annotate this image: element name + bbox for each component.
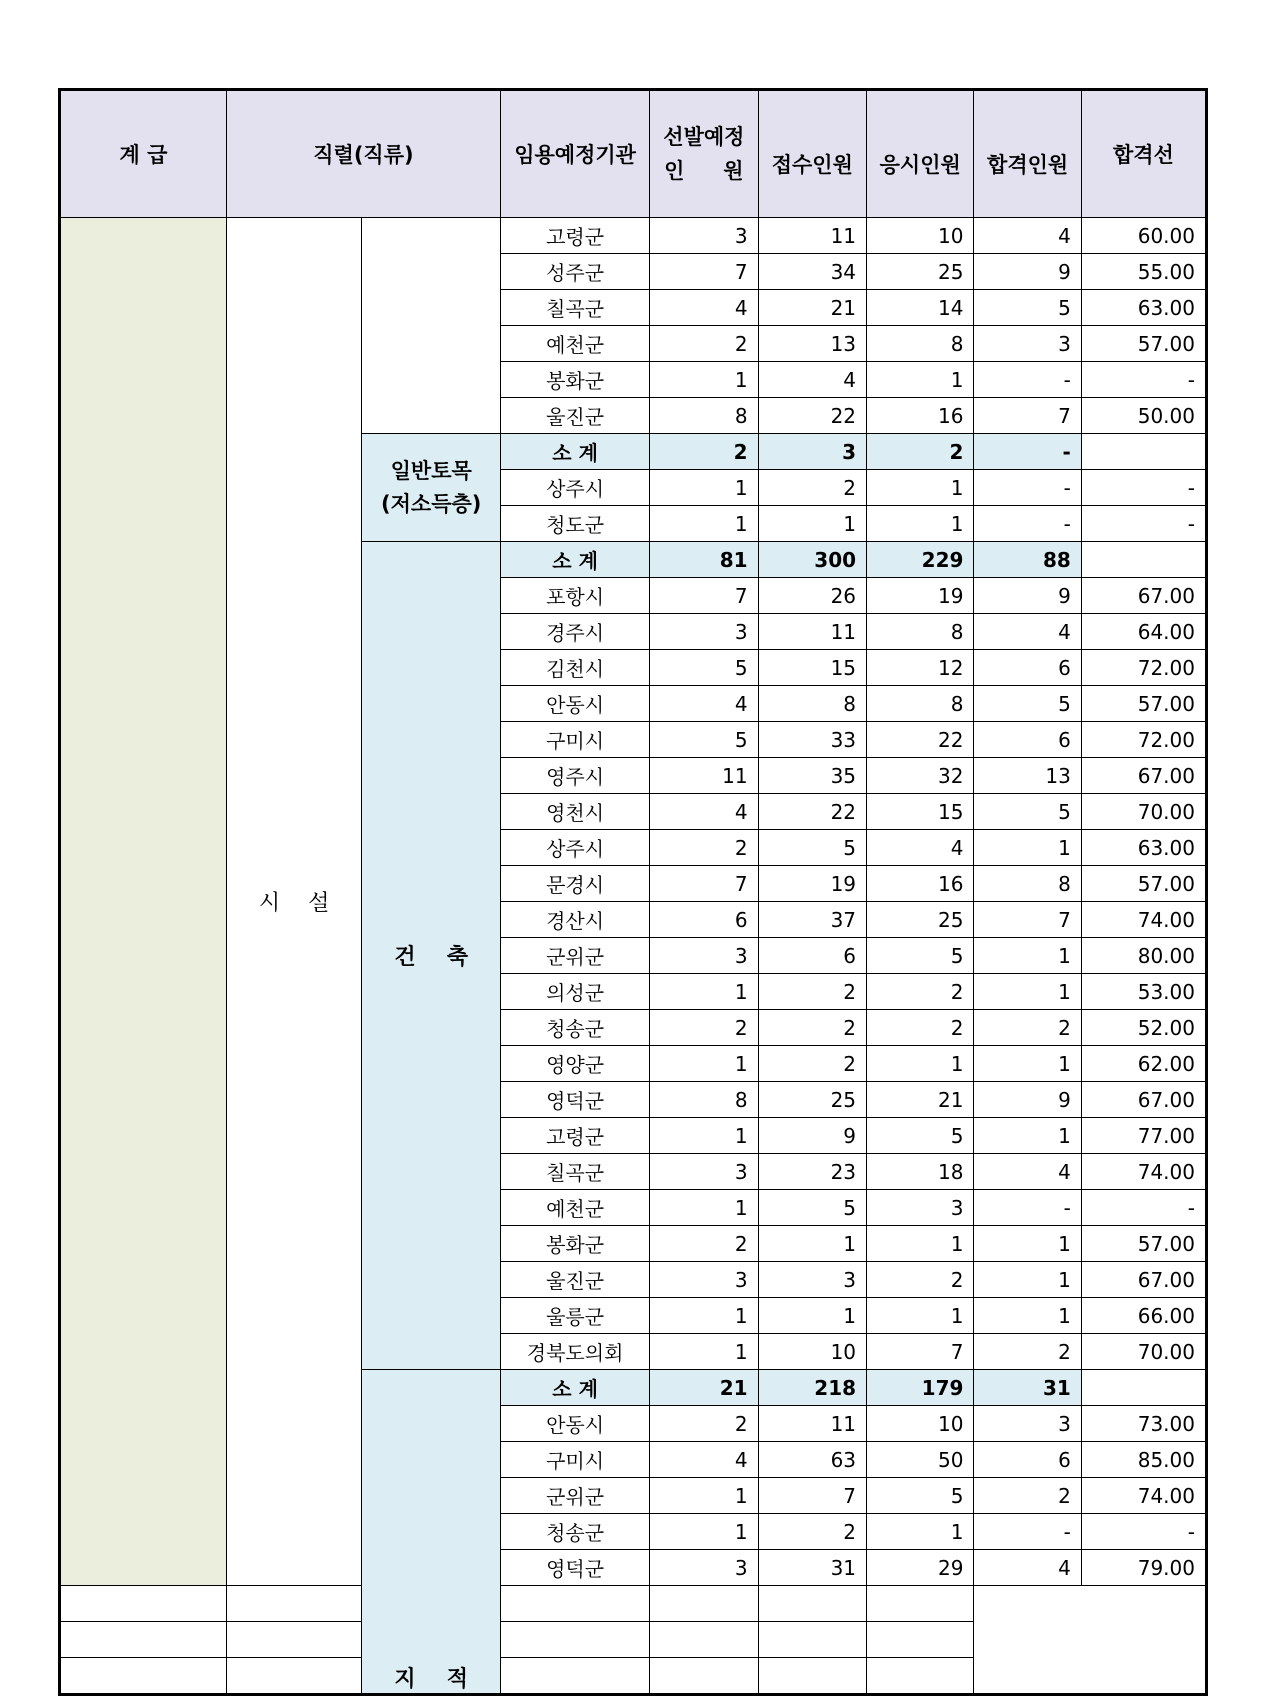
cutoff-cell: 53.00 — [1081, 974, 1206, 1010]
examined-cell: 8 — [867, 326, 974, 362]
planned-cell: 3 — [650, 938, 758, 974]
planned-cell: 8 — [650, 398, 758, 434]
planned-cell: 4 — [650, 686, 758, 722]
cutoff-cell: 57.00 — [1081, 686, 1206, 722]
cutoff-cell: 66.00 — [1081, 1298, 1206, 1334]
agency-cell: 문경시 — [501, 866, 650, 902]
passed-cell: 9 — [974, 254, 1081, 290]
examined-cell: 10 — [867, 218, 974, 254]
planned-cell: 1 — [650, 974, 758, 1010]
examined-cell: 16 — [867, 866, 974, 902]
examined-cell: 2 — [867, 1010, 974, 1046]
series-cell — [226, 218, 362, 1586]
overflow-cell — [60, 1658, 227, 1695]
agency-cell: 청송군 — [501, 1010, 650, 1046]
job-group-cadastral-b: 적 — [446, 1667, 469, 1692]
subtotal-planned: 81 — [650, 542, 758, 578]
cutoff-cell: - — [1081, 1190, 1206, 1226]
applied-cell: 6 — [758, 938, 866, 974]
header-row — [60, 90, 1207, 218]
examined-cell: 8 — [867, 614, 974, 650]
planned-cell: 1 — [650, 470, 758, 506]
cutoff-cell: 73.00 — [1081, 1406, 1206, 1442]
applied-cell: 7 — [758, 1478, 866, 1514]
examined-cell: 32 — [867, 758, 974, 794]
cutoff-cell: 57.00 — [1081, 326, 1206, 362]
header-grade: 계 급 — [60, 90, 227, 218]
header-planned-line1: 선발예정 — [663, 125, 745, 149]
applied-cell: 1 — [758, 1226, 866, 1262]
applied-cell: 35 — [758, 758, 866, 794]
table-body — [60, 218, 1207, 1695]
passed-cell: 1 — [974, 1118, 1081, 1154]
passed-cell: 4 — [974, 1154, 1081, 1190]
agency-cell: 영주시 — [501, 758, 650, 794]
agency-cell: 상주시 — [501, 830, 650, 866]
planned-cell: 5 — [650, 650, 758, 686]
overflow-cell — [650, 1586, 758, 1622]
applied-cell: 25 — [758, 1082, 866, 1118]
planned-cell: 7 — [650, 578, 758, 614]
applied-cell: 34 — [758, 254, 866, 290]
agency-cell: 예천군 — [501, 1190, 650, 1226]
planned-cell: 2 — [650, 1406, 758, 1442]
applied-cell: 11 — [758, 614, 866, 650]
applied-cell: 63 — [758, 1442, 866, 1478]
overflow-row — [60, 1622, 1207, 1658]
planned-cell: 1 — [650, 506, 758, 542]
overflow-row — [60, 1586, 1207, 1622]
cutoff-cell: 67.00 — [1081, 1262, 1206, 1298]
agency-cell: 봉화군 — [501, 1226, 650, 1262]
applied-cell: 10 — [758, 1334, 866, 1370]
cutoff-cell: 79.00 — [1081, 1550, 1206, 1586]
examined-cell: 14 — [867, 290, 974, 326]
passed-cell: 7 — [974, 902, 1081, 938]
header-job-series: 직렬(직류) — [226, 90, 500, 218]
overflow-cell — [226, 1658, 362, 1695]
applied-cell: 22 — [758, 794, 866, 830]
cutoff-cell: - — [1081, 506, 1206, 542]
cutoff-cell: 57.00 — [1081, 866, 1206, 902]
overflow-cell — [758, 1658, 866, 1695]
planned-cell: 3 — [650, 614, 758, 650]
applied-cell: 11 — [758, 1406, 866, 1442]
agency-cell: 청도군 — [501, 506, 650, 542]
series-label — [237, 886, 352, 917]
passed-cell: 1 — [974, 974, 1081, 1010]
examined-cell: 1 — [867, 1298, 974, 1334]
agency-cell: 봉화군 — [501, 362, 650, 398]
agency-cell: 의성군 — [501, 974, 650, 1010]
passed-cell: 1 — [974, 938, 1081, 974]
applied-cell: 5 — [758, 830, 866, 866]
passed-cell: - — [974, 362, 1081, 398]
header-cutoff: 합격선 — [1081, 90, 1206, 218]
passed-cell: 1 — [974, 1298, 1081, 1334]
examined-cell: 1 — [867, 1514, 974, 1550]
cutoff-cell: 77.00 — [1081, 1118, 1206, 1154]
passed-cell: 4 — [974, 614, 1081, 650]
planned-cell: 2 — [650, 830, 758, 866]
examined-cell: 50 — [867, 1442, 974, 1478]
cutoff-cell: 72.00 — [1081, 650, 1206, 686]
subtotal-planned: 2 — [650, 434, 758, 470]
job-group-architecture-label — [372, 940, 490, 971]
planned-cell: 8 — [650, 1082, 758, 1118]
overflow-cell — [60, 1586, 227, 1622]
passed-cell: - — [974, 1514, 1081, 1550]
planned-cell: 3 — [650, 1550, 758, 1586]
applied-cell: 21 — [758, 290, 866, 326]
overflow-row — [60, 1658, 1207, 1695]
passed-cell: - — [974, 506, 1081, 542]
cutoff-cell: 67.00 — [1081, 758, 1206, 794]
cutoff-cell: 63.00 — [1081, 290, 1206, 326]
agency-cell: 안동시 — [501, 1406, 650, 1442]
planned-cell: 4 — [650, 290, 758, 326]
passed-cell: 9 — [974, 578, 1081, 614]
examined-cell: 25 — [867, 254, 974, 290]
cutoff-cell: 70.00 — [1081, 1334, 1206, 1370]
subtotal-applied: 300 — [758, 542, 866, 578]
agency-cell: 경산시 — [501, 902, 650, 938]
examined-cell: 29 — [867, 1550, 974, 1586]
overflow-cell — [501, 1586, 650, 1622]
planned-cell: 7 — [650, 866, 758, 902]
examined-cell: 7 — [867, 1334, 974, 1370]
cutoff-cell: 74.00 — [1081, 1154, 1206, 1190]
passed-cell: - — [974, 1190, 1081, 1226]
applied-cell: 8 — [758, 686, 866, 722]
subtotal-examined: 179 — [867, 1370, 974, 1406]
agency-cell: 청송군 — [501, 1514, 650, 1550]
examined-cell: 3 — [867, 1190, 974, 1226]
passed-cell: 2 — [974, 1010, 1081, 1046]
passed-cell: 7 — [974, 398, 1081, 434]
cutoff-cell: - — [1081, 1514, 1206, 1550]
applied-cell: 13 — [758, 326, 866, 362]
examined-cell: 12 — [867, 650, 974, 686]
overflow-cell — [650, 1658, 758, 1695]
subtotal-label: 소 계 — [501, 1370, 650, 1406]
applied-cell: 9 — [758, 1118, 866, 1154]
cutoff-cell: 55.00 — [1081, 254, 1206, 290]
applied-cell: 26 — [758, 578, 866, 614]
subtotal-label: 소 계 — [501, 434, 650, 470]
cutoff-cell: 64.00 — [1081, 614, 1206, 650]
agency-cell: 영양군 — [501, 1046, 650, 1082]
agency-cell: 성주군 — [501, 254, 650, 290]
passed-cell: 3 — [974, 326, 1081, 362]
applied-cell: 23 — [758, 1154, 866, 1190]
applied-cell: 22 — [758, 398, 866, 434]
cutoff-cell: 60.00 — [1081, 218, 1206, 254]
examined-cell: 1 — [867, 1046, 974, 1082]
agency-cell: 경북도의회 — [501, 1334, 650, 1370]
agency-cell: 예천군 — [501, 326, 650, 362]
planned-cell: 1 — [650, 1298, 758, 1334]
applied-cell: 2 — [758, 1046, 866, 1082]
overflow-cell — [501, 1622, 650, 1658]
cutoff-cell: 57.00 — [1081, 1226, 1206, 1262]
cutoff-cell: 62.00 — [1081, 1046, 1206, 1082]
job-group-cadastral-label — [372, 1662, 490, 1693]
agency-cell: 영덕군 — [501, 1550, 650, 1586]
cutoff-cell: 70.00 — [1081, 794, 1206, 830]
job-group-civil-line1: 일반토목 — [390, 458, 472, 483]
passed-cell: - — [974, 470, 1081, 506]
planned-cell: 2 — [650, 326, 758, 362]
passed-cell: 1 — [974, 1226, 1081, 1262]
passed-cell: 5 — [974, 290, 1081, 326]
cutoff-cell: 80.00 — [1081, 938, 1206, 974]
planned-cell: 7 — [650, 254, 758, 290]
planned-cell: 5 — [650, 722, 758, 758]
applied-cell: 2 — [758, 470, 866, 506]
header-examinees: 응시인원 — [867, 90, 974, 218]
examined-cell: 1 — [867, 506, 974, 542]
subtotal-passed: - — [974, 434, 1081, 470]
applied-cell: 11 — [758, 218, 866, 254]
examined-cell: 25 — [867, 902, 974, 938]
applied-cell: 1 — [758, 506, 866, 542]
planned-cell: 1 — [650, 1190, 758, 1226]
planned-cell: 1 — [650, 1046, 758, 1082]
examined-cell: 4 — [867, 830, 974, 866]
subtotal-cutoff — [1081, 1370, 1206, 1406]
passed-cell: 9 — [974, 1082, 1081, 1118]
job-group-civil-line2: (저소득층) — [381, 491, 482, 516]
examined-cell: 2 — [867, 1262, 974, 1298]
agency-cell: 상주시 — [501, 470, 650, 506]
applied-cell: 2 — [758, 1010, 866, 1046]
applied-cell: 3 — [758, 1262, 866, 1298]
header-planned-line2a: 인 — [664, 159, 685, 183]
passed-cell: 5 — [974, 686, 1081, 722]
agency-cell: 구미시 — [501, 722, 650, 758]
cutoff-cell: 74.00 — [1081, 1478, 1206, 1514]
subtotal-label: 소 계 — [501, 542, 650, 578]
cutoff-cell: - — [1081, 362, 1206, 398]
overflow-cell — [867, 1622, 974, 1658]
header-agency: 임용예정기관 — [501, 90, 650, 218]
agency-cell: 울진군 — [501, 398, 650, 434]
series-label-a: 시 — [258, 891, 281, 916]
planned-cell: 1 — [650, 1478, 758, 1514]
passed-cell: 1 — [974, 830, 1081, 866]
agency-cell: 영덕군 — [501, 1082, 650, 1118]
examined-cell: 21 — [867, 1082, 974, 1118]
cutoff-cell: - — [1081, 470, 1206, 506]
examined-cell: 22 — [867, 722, 974, 758]
overflow-cell — [226, 1586, 362, 1622]
planned-cell: 11 — [650, 758, 758, 794]
agency-cell: 고령군 — [501, 1118, 650, 1154]
job-group-civil — [362, 434, 501, 542]
cutoff-cell: 85.00 — [1081, 1442, 1206, 1478]
examined-cell: 16 — [867, 398, 974, 434]
applied-cell: 15 — [758, 650, 866, 686]
grade-cell — [60, 218, 227, 1586]
planned-cell: 1 — [650, 1118, 758, 1154]
applied-cell: 2 — [758, 1514, 866, 1550]
agency-cell: 안동시 — [501, 686, 650, 722]
subtotal-cutoff — [1081, 434, 1206, 470]
applied-cell: 37 — [758, 902, 866, 938]
subtotal-applied: 3 — [758, 434, 866, 470]
subtotal-examined: 2 — [867, 434, 974, 470]
subtotal-passed: 31 — [974, 1370, 1081, 1406]
agency-cell: 군위군 — [501, 938, 650, 974]
agency-cell: 칠곡군 — [501, 1154, 650, 1190]
agency-cell: 포항시 — [501, 578, 650, 614]
agency-cell: 구미시 — [501, 1442, 650, 1478]
examined-cell: 8 — [867, 686, 974, 722]
planned-cell: 3 — [650, 1262, 758, 1298]
examined-cell: 1 — [867, 362, 974, 398]
applied-cell: 5 — [758, 1190, 866, 1226]
passed-cell: 6 — [974, 1442, 1081, 1478]
passed-cell: 5 — [974, 794, 1081, 830]
planned-cell: 3 — [650, 1154, 758, 1190]
examined-cell: 5 — [867, 1478, 974, 1514]
cutoff-cell: 50.00 — [1081, 398, 1206, 434]
cutoff-cell: 67.00 — [1081, 1082, 1206, 1118]
agency-cell: 경주시 — [501, 614, 650, 650]
applied-cell: 31 — [758, 1550, 866, 1586]
overflow-cell — [758, 1586, 866, 1622]
examined-cell: 1 — [867, 470, 974, 506]
passed-cell: 6 — [974, 650, 1081, 686]
examined-cell: 19 — [867, 578, 974, 614]
job-group-architecture — [362, 542, 501, 1370]
agency-cell: 김천시 — [501, 650, 650, 686]
header-applicants: 접수인원 — [758, 90, 866, 218]
planned-cell: 1 — [650, 362, 758, 398]
applied-cell: 2 — [758, 974, 866, 1010]
overflow-cell — [650, 1622, 758, 1658]
planned-cell: 4 — [650, 1442, 758, 1478]
planned-cell: 2 — [650, 1010, 758, 1046]
examined-cell: 18 — [867, 1154, 974, 1190]
header-planned-line2b: 원 — [723, 159, 744, 183]
subtotal-passed: 88 — [974, 542, 1081, 578]
agency-cell: 영천시 — [501, 794, 650, 830]
passed-cell: 3 — [974, 1406, 1081, 1442]
job-group-cadastral-a: 지 — [394, 1667, 416, 1692]
agency-cell: 칠곡군 — [501, 290, 650, 326]
series-label-b: 설 — [308, 891, 330, 916]
passed-cell: 2 — [974, 1478, 1081, 1514]
agency-cell: 고령군 — [501, 218, 650, 254]
examined-cell: 15 — [867, 794, 974, 830]
cutoff-cell: 67.00 — [1081, 578, 1206, 614]
job-group-cadastral — [362, 1370, 501, 1695]
applied-cell: 4 — [758, 362, 866, 398]
overflow-cell — [60, 1622, 227, 1658]
subtotal-applied: 218 — [758, 1370, 866, 1406]
planned-cell: 1 — [650, 1514, 758, 1550]
exam-results-table — [58, 88, 1208, 1696]
examined-cell: 1 — [867, 1226, 974, 1262]
applied-cell: 19 — [758, 866, 866, 902]
overflow-cell — [867, 1658, 974, 1695]
examined-cell: 2 — [867, 974, 974, 1010]
subtotal-examined: 229 — [867, 542, 974, 578]
header-passed: 합격인원 — [974, 90, 1081, 218]
cutoff-cell: 72.00 — [1081, 722, 1206, 758]
passed-cell: 8 — [974, 866, 1081, 902]
job-group-architecture-b: 축 — [446, 945, 469, 970]
passed-cell: 6 — [974, 722, 1081, 758]
subtotal-cutoff — [1081, 542, 1206, 578]
job-group-architecture-a: 건 — [394, 945, 416, 970]
table-row — [60, 218, 1207, 254]
overflow-cell — [226, 1622, 362, 1658]
passed-cell: 2 — [974, 1334, 1081, 1370]
examined-cell: 5 — [867, 938, 974, 974]
header-planned — [650, 90, 758, 218]
planned-cell: 6 — [650, 902, 758, 938]
agency-cell: 군위군 — [501, 1478, 650, 1514]
overflow-cell — [758, 1622, 866, 1658]
passed-cell: 4 — [974, 1550, 1081, 1586]
passed-cell: 1 — [974, 1262, 1081, 1298]
applied-cell: 1 — [758, 1298, 866, 1334]
passed-cell: 1 — [974, 1046, 1081, 1082]
planned-cell: 3 — [650, 218, 758, 254]
passed-cell: 4 — [974, 218, 1081, 254]
cutoff-cell: 74.00 — [1081, 902, 1206, 938]
overflow-cell — [501, 1658, 650, 1695]
planned-cell: 1 — [650, 1334, 758, 1370]
applied-cell: 33 — [758, 722, 866, 758]
examined-cell: 5 — [867, 1118, 974, 1154]
cutoff-cell: 52.00 — [1081, 1010, 1206, 1046]
planned-cell: 4 — [650, 794, 758, 830]
results-table-frame — [58, 88, 1208, 1692]
agency-cell: 울릉군 — [501, 1298, 650, 1334]
examined-cell: 10 — [867, 1406, 974, 1442]
job-group-continued — [362, 218, 501, 434]
passed-cell: 13 — [974, 758, 1081, 794]
planned-cell: 2 — [650, 1226, 758, 1262]
cutoff-cell: 63.00 — [1081, 830, 1206, 866]
subtotal-planned: 21 — [650, 1370, 758, 1406]
overflow-cell — [867, 1586, 974, 1622]
agency-cell: 울진군 — [501, 1262, 650, 1298]
